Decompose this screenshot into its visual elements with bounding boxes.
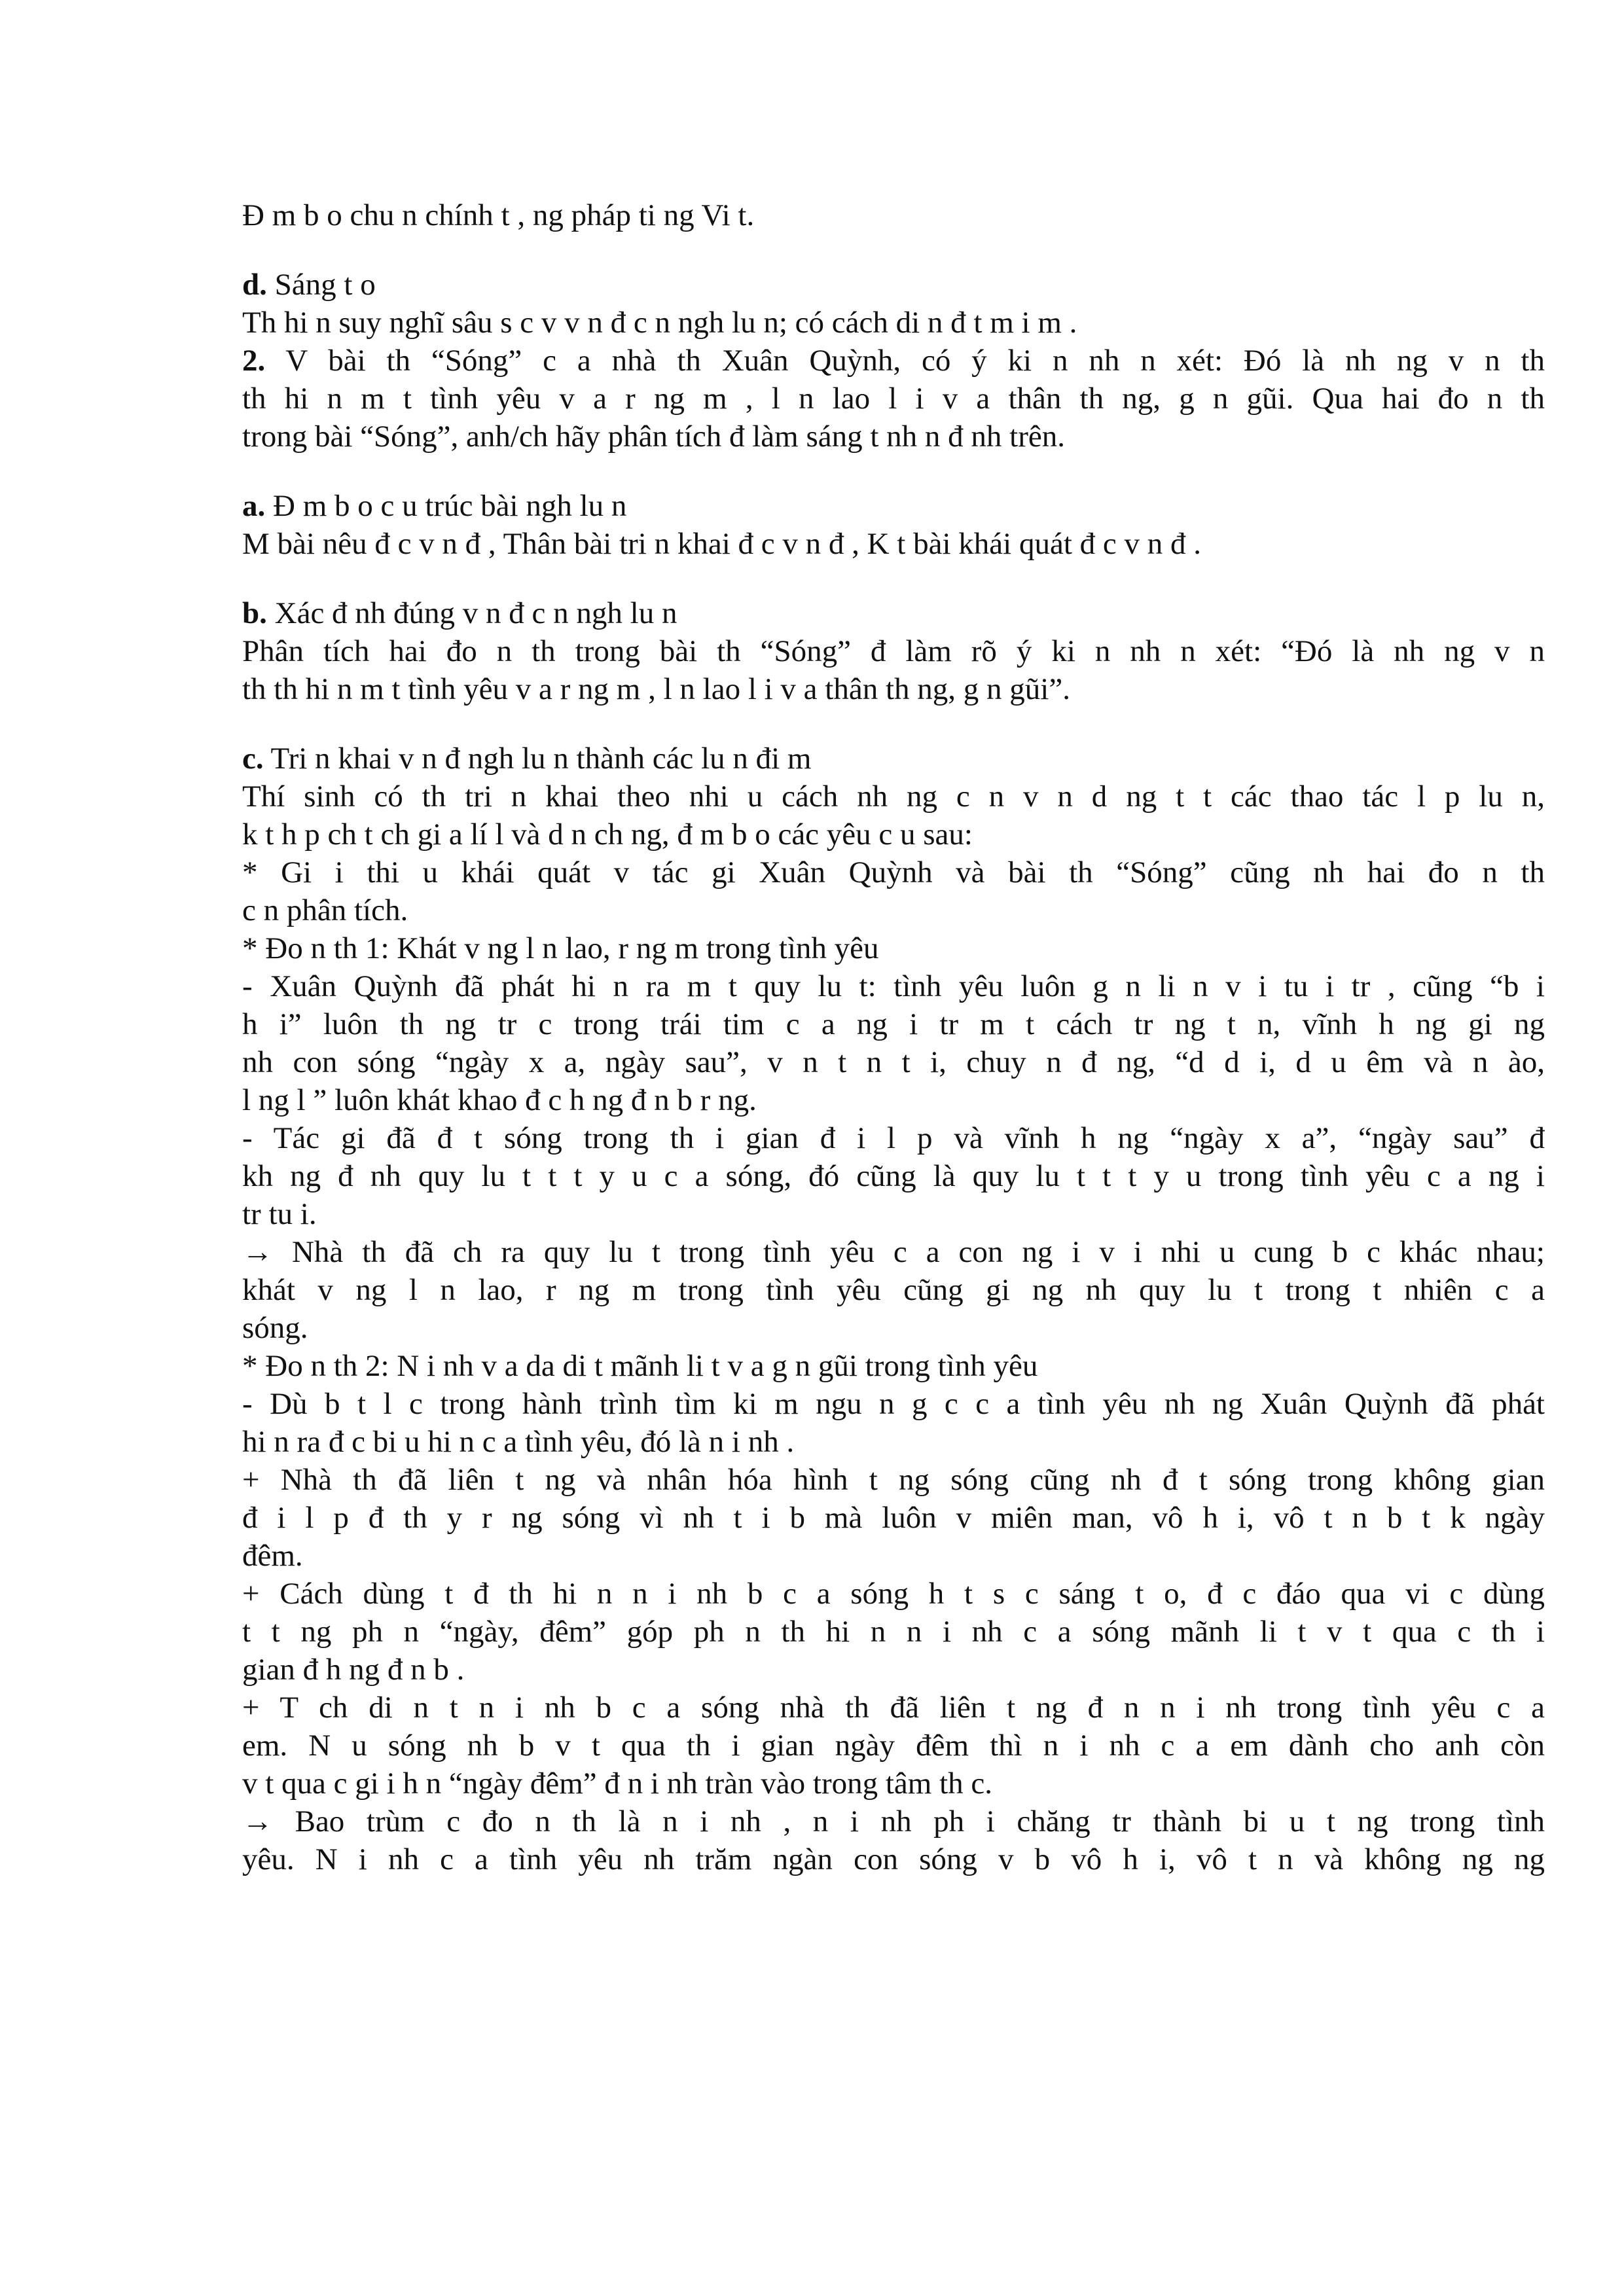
text-line-content: - Xuân Quỳnh đã phát hi n ra m t quy lu t: tình yêu luôn g n li n v i tu i tr , cũng “b i <box>242 969 1545 1003</box>
text-line-content: yêu. N i nh c a tình yêu nh trăm ngàn con sóng v b vô h i, vô t n và không ng ng <box>242 1842 1545 1876</box>
text-line-content: kh ng đ nh quy lu t t t y u c a sóng, đó cũng là quy lu t t t y u trong tình yêu c a ng i <box>242 1159 1545 1193</box>
paragraph-gap <box>242 563 1545 594</box>
text-line <box>242 1803 1545 1840</box>
text-line-content: khát v ng l n lao, r ng m trong tình yêu cũng gi ng nh quy lu t trong t nhiên c a <box>242 1273 1545 1307</box>
text-line <box>242 1271 1545 1309</box>
text-line <box>242 1537 1545 1575</box>
text-line-content: hi n ra đ c bi u hi n c a tình yêu, đó là n i nh . <box>242 1425 795 1459</box>
text-line <box>242 1651 1545 1689</box>
text-line-content: Đ m b o chu n chính t , ng pháp ti ng Vi t. <box>242 198 755 232</box>
text-line-content: đêm. <box>242 1539 303 1573</box>
text-line-content: em. N u sóng nh b v t qua th i gian ngày đêm thì n i nh c a em dành cho anh còn <box>242 1729 1545 1763</box>
text-line <box>242 1765 1545 1803</box>
text-line-content: k t h p ch t ch gi a lí l và d n ch ng, đ m b o các yêu c u sau: <box>242 817 973 852</box>
text-line-content: Thí sinh có th tri n khai theo nhi u cách nh ng c n v n d ng t t các thao tác l p lu n, <box>242 780 1545 814</box>
section-title: Tri n khai v n đ ngh lu n thành các lu n đi m <box>263 742 812 776</box>
text-line-content: h i” luôn th ng tr c trong trái tim c a ng i tr m t cách tr ng t n, vĩnh h ng gi ng <box>242 1007 1545 1041</box>
text-line-content: Th hi n suy nghĩ sâu s c v v n đ c n ngh lu n; có cách di n đ t m i m . <box>242 306 1077 340</box>
paragraph-gap <box>242 708 1545 740</box>
text-line <box>242 1423 1545 1461</box>
text-line-content: + Nhà th đã liên t ng và nhân hóa hình t ng sóng cũng nh đ t sóng trong không gian <box>242 1463 1545 1497</box>
text-line <box>242 1727 1545 1765</box>
section-label: a. <box>242 489 266 523</box>
text-line-content: tr tu i. <box>242 1197 317 1231</box>
text-line <box>242 891 1545 929</box>
text-line <box>242 1347 1545 1385</box>
text-line <box>242 1499 1545 1537</box>
text-line <box>242 670 1545 708</box>
paragraph-gap <box>242 456 1545 487</box>
text-line <box>242 1005 1545 1043</box>
question-heading-2 <box>242 342 1545 380</box>
text-line <box>242 816 1545 853</box>
text-line-content: nh con sóng “ngày x a, ngày sau”, v n t n t i, chuy n đ ng, “d d i, d u êm và n ào, <box>242 1045 1545 1079</box>
section-label: c. <box>242 742 264 776</box>
text-line <box>242 304 1545 342</box>
text-line <box>242 1309 1545 1347</box>
text-line <box>242 1081 1545 1119</box>
question-text: V bài th “Sóng” c a nhà th Xuân Quỳnh, có ý ki n nh n xét: Đó là nh ng v n th <box>265 344 1545 378</box>
section-heading-b <box>242 594 1545 632</box>
text-line-content: v t qua c gi i h n “ngày đêm” đ n i nh tràn vào trong tâm th c. <box>242 1767 992 1801</box>
text-line-content: gian đ h ng đ n b . <box>242 1653 465 1687</box>
section-heading-c <box>242 740 1545 778</box>
text-line <box>242 967 1545 1005</box>
question-number: 2. <box>242 344 266 378</box>
text-line-content: → Bao trùm c đo n th là n i nh , n i nh ph i chăng tr thành bi u t ng trong tình <box>242 1804 1545 1839</box>
text-line-content: - Dù b t l c trong hành trình tìm ki m ngu n g c c a tình yêu nh ng Xuân Quỳnh đã phát <box>242 1387 1545 1421</box>
text-line <box>242 1043 1545 1081</box>
text-line <box>242 196 1545 234</box>
section-label: b. <box>242 596 267 630</box>
section-heading-d <box>242 266 1545 304</box>
text-line-content: đ i l p đ th y r ng sóng vì nh t i b mà luôn v miên man, vô h i, vô t n b t k ngày <box>242 1501 1545 1535</box>
text-line-content: th th hi n m t tình yêu v a r ng m , l n lao l i v a thân th ng, g n gũi”. <box>242 672 1070 706</box>
text-line <box>242 1613 1545 1651</box>
text-line-content: t t ng ph n “ngày, đêm” góp ph n th hi n n i nh c a sóng mãnh li t v t qua c th i <box>242 1615 1545 1649</box>
text-line <box>242 1575 1545 1613</box>
text-line-content: th hi n m t tình yêu v a r ng m , l n lao l i v a thân th ng, g n gũi. Qua hai đo n th <box>242 382 1545 416</box>
section-heading-a <box>242 487 1545 525</box>
text-line-content: l ng l ” luôn khát khao đ c h ng đ n b r ng. <box>242 1083 757 1117</box>
section-title: Sáng t o <box>266 268 376 302</box>
section-title: Xác đ nh đúng v n đ c n ngh lu n <box>266 596 677 630</box>
text-line-content: c n phân tích. <box>242 893 408 927</box>
text-line <box>242 1840 1545 1878</box>
text-line <box>242 778 1545 816</box>
text-line-content: Phân tích hai đo n th trong bài th “Sóng” đ làm rõ ý ki n nh n xét: “Đó là nh ng v n <box>242 634 1545 668</box>
text-line-content: → Nhà th đã ch ra quy lu t trong tình yêu c a con ng i v i nhi u cung b c khác nhau; <box>242 1235 1545 1269</box>
text-line <box>242 1461 1545 1499</box>
text-line-content: * Gi i thi u khái quát v tác gi Xuân Quỳnh và bài th “Sóng” cũng nh hai đo n th <box>242 855 1545 889</box>
text-line-content: trong bài “Sóng”, anh/ch hãy phân tích đ làm sáng t nh n đ nh trên. <box>242 420 1065 454</box>
text-line <box>242 1195 1545 1233</box>
text-line-content: - Tác gi đã đ t sóng trong th i gian đ i l p và vĩnh h ng “ngày x a”, “ngày sau” đ <box>242 1121 1545 1155</box>
text-line <box>242 1689 1545 1727</box>
text-line <box>242 1385 1545 1423</box>
text-line <box>242 1119 1545 1157</box>
text-line <box>242 853 1545 891</box>
section-label: d. <box>242 268 267 302</box>
text-line-content: + T ch di n t n i nh b c a sóng nhà th đã liên t ng đ n n i nh trong tình yêu c a <box>242 1691 1545 1725</box>
text-line <box>242 929 1545 967</box>
text-line-content: sóng. <box>242 1311 308 1345</box>
paragraph-gap <box>242 234 1545 266</box>
text-line <box>242 418 1545 456</box>
text-line <box>242 380 1545 418</box>
text-line-content: * Đo n th 2: N i nh v a da di t mãnh li t v a g n gũi trong tình yêu <box>242 1349 1038 1383</box>
text-line-content: M bài nêu đ c v n đ , Thân bài tri n khai đ c v n đ , K t bài khái quát đ c v n đ . <box>242 527 1201 561</box>
text-line <box>242 1157 1545 1195</box>
text-line-content: * Đo n th 1: Khát v ng l n lao, r ng m trong tình yêu <box>242 931 879 965</box>
section-title: Đ m b o c u trúc bài ngh lu n <box>265 489 627 523</box>
text-line-content: + Cách dùng t đ th hi n n i nh b c a sóng h t s c sáng t o, đ c đáo qua vi c dùng <box>242 1577 1545 1611</box>
text-line <box>242 632 1545 670</box>
text-line <box>242 1233 1545 1271</box>
text-line <box>242 525 1545 563</box>
document-page <box>242 196 1545 1878</box>
